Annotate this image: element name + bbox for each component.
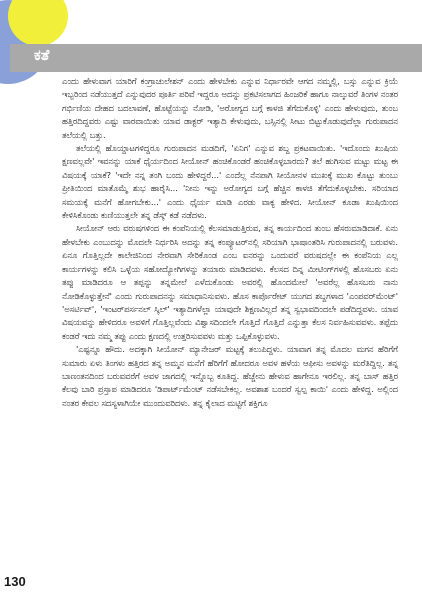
paragraph-1: ಎಂದು ಹೇಳುವಾಗ ಯಾರಿಗೆ ಕಂಗ್ರಾಚುಲೇಶನ್ ಎಂದು ಹೇಳಬೇಕು ಎನ್ನುವ ನಿರ್ಧಾರವೇ ಆಗದ ನಮ್ಮಲ್ಲಿ, ಬಸ್ಸು ಎನ್ನುವ ಕ್ರಿಯೆ ಇಬ್ಬರಿಂದ ನಡೆಯುತ್ತದೆ ಎನ್ನುವುದರ ಪೂರ್ತಿ ಪರಿವೆ ಇದ್ದರೂ ಅದನ್ನು ಪ್ರಕಟಿಸಲಾಗದ ಹಿಂಜರಿಕೆ ಹಾಗೂ ನಾಲ್ಕುವರೆ ತಿಂಗಳ ನಂತರ ಗರ್ಭಿಣಿಯ ದೇಹದ ಬದಲಾವಣೆ, ಹೊಟ್ಟೆಯನ್ನು ನೋಡಿ, 'ಅರೋಗ್ಯದ ಬಗ್ಗೆ ಕಾಳಜಿ ತೆಗೆದುಕೊಳ್ಳಿ' ಎಂದು ಹೇಳುವುದು, ತುಂಬ ಹತ್ತಿರದಿದ್ದವರು ಎಷ್ಟು ವಾರವಾಯಿತು ಯಾವ ಡಾಕ್ಟರ್ ಇತ್ಯಾದಿ ಕೇಳುವುದು, ಬಸ್ಸಿನಲ್ಲಿ ಸೀಟು ಬಿಟ್ಟುಕೊಡುವುದೆಲ್ಲಾ ಗುರುಪಾದನ ತಲೆಯಲ್ಲಿ ಬತ್ತು. [62,76,398,140]
paragraph-3: ಸೀಯೋನ್ ಆರು ವರುಷಗಳಿಂದ ಈ ಕಂಪೆನಿಯಲ್ಲಿ ಕೆಲಸಮಾಡುತ್ತಿರುವ, ತನ್ನ ಕಾರ್ಯದಿಂದ ತುಂಬ ಹೆಸರುಮಾಡಿದಾಕೆ. ಏನು ಹೇಳಬೇಕು ಎಂಬುದನ್ನು ಮೊದಲೇ ನಿರ್ಧರಿಸಿ ಅದನ್ನು ತನ್ನ ಕಂಪ್ಯೂಟರ್‌ನಲ್ಲಿ ಸರಿಯಾಗಿ ಭಾಷಾಂತರಿಸಿ ಗುರುಪಾದನಲ್ಲಿ ಬರುವಳು. ಏನೂ ಗೊತ್ತಿಲ್ಲದೇ ಕಾಲೇಜಿನಿಂದ ನೇರವಾಗಿ ಸೇರಿಕೊಂಡ ಎಂಬ ಐನರನ್ನು ಒಂದುವರೆ ವರುಷದಲ್ಲೇ ಈ ಕಂಪೆನಿಯ ಎಲ್ಲ ಕಾರ್ಯಗಳನ್ನು ಕಲಿಸಿ ಒಳ್ಳೆಯ ಸಹೋದ್ಯೋಗಿಗಳನ್ನು ತಯಾರು ಮಾಡಿದವಳು. ಕೆಲಸದ ದಿನ್ನ ಮೀಟಿಂಗ್‌ಗಳಲ್ಲಿ ಹೊಸಬರು ಏನು ತಪ್ಪು ಮಾಡಿದರೂ ಆ ತಪ್ಪನ್ನು ತನ್ನಮೇಲೆ ಎಳೆದುಕೊಂಡು ಅವರಲ್ಲಿ ಹೊಂದಮೇಲೆ 'ಅವರೆಲ್ಲ ಹೊಸಬರು ನಾನು ನೋಡಿಕೊಳ್ಳುತ್ತೇನೆ' ಎಂದು ಗುರುಪಾದನನ್ನು ಸಮಾಧಾನಿಸುವಳು. ಹೊಸ ಕಾರ್ಪೊರೇಟ್ ಯುಗದ ಶಬ್ದಗಳಾದ 'ಎಂಪವರ್‌ಮೆಂಟ್' 'ಅಸರ್ಟಿವ್', 'ಇಂಟರ್‌ಪರ್ಸನಲ್ ಸ್ಕಿಲ್' ಇತ್ಯಾದಿಗಳೆಲ್ಲಾ ಯಾವುದೇ ಶಿಕ್ಷಣವಿಲ್ಲದೆ ತನ್ನ ಸ್ವಭಾವದಿಂದಲೇ ಪಡೆದಿದ್ದವಳು. ಯಾವ ವಿಷಯವನ್ನು ಹೇಳಿದರೂ ಅವಳಿಗೆ ಗೊತ್ತಿಲ್ಲವೆಂದು ವಿಶ್ವಾಸದಿಂದಲೇ ಗೊತ್ತಿದೆ ಗೊತ್ತಿದೆ ಎನ್ನುತ್ತಾ ಕೆಲಸ ನಿರ್ವಹಿಸುವವಳು. ತಪ್ಪೆದು ಕಂಡರೆ ಇದು ನಮ್ಮ ತಪ್ಪು ಎಂದು ಕ್ಷಣದಲ್ಲಿ ಉತ್ತರಿಸುವವಳು ಮತ್ತು ಒಪ್ಪಿಕೊಳ್ಳುವಳು. [62,223,398,341]
article-body [62,75,398,410]
paragraph-2: ತಲೆಯಲ್ಲಿ ಹೊಯ್ದಾಟಗಳಿದ್ದರೂ ಗುರುಪಾದನ ಮಡದಿಗೆ, 'ಏನಿಗ' ಎನ್ನುವ ಶಬ್ದ ಪ್ರಕಟವಾಯಿತು. 'ಇದೊಂದು ಖುಷಿಯ ಕ್ಷಣವಲ್ಲವೇ' ಇವನನ್ನು ಯಾಕೆ ಧೈರ್ಯದಿಂದ ಸೀಯೋನ್ ಹಂಚಿಕೊಂಡರೆ ಹಂಚಿಕೊಳ್ಳಬಾರದು? ತಲೆ ಹುಗಿಸುವ ಮಟ್ಟು ಮಟ್ಟ ಈ ವಿಷಯಕ್ಕೆ ಯಾಕೆ? 'ಇದೇ ನನ್ನ ತಂಗಿ ಬಂದು ಹೇಳಿದ್ದರೆ...' ಎಂದೆಲ್ಲ ನೆನಪಾಗಿ ಸೀಯೋನಳ ಮುಖಕ್ಕೆ ಮುಖ ಕೊಟ್ಟು ತುಂಬು ಪ್ರೀತಿಯಿಂದ ಮಾತೊಮ್ಮೆ ಶುಭ ಹಾರೈಸಿ... 'ನೀನು ಇನ್ನು ಅರೋಗ್ಯದ ಬಗ್ಗೆ ಹೆಚ್ಚಿನ ಕಾಳಜಿ ತೆಗೆದುಕೊಳ್ಳಬೇಕು. ಸರಿಯಾದ ಸಮಯಕ್ಕೆ ಮನೆಗೆ ಹೋಗಬೇಕು...' ಎಂದು ಧೈರ್ಯ ಮಾಡಿ ಎರಡು ವಾಕ್ಯ ಹೇಳಿದ. ಸೀಯೋನ್ ಕೂಡಾ ಖುಷಿಯಿಂದ ಕೇಳಿಸಿಕೊಂಡು ಕುಣಿಯುತ್ತಲೇ ತನ್ನ ಡೆಸ್ಕ್ ಕಡೆ ನಡೆದಳು. [62,143,398,221]
section-label: ಕತೆ [34,46,50,64]
section-header-band [10,44,422,72]
page-number: 130 [4,574,26,589]
paragraph-4: 'ಎಷ್ಟನ್ನೂ ಹೌದು. ಅದಕ್ಕಾಗಿ ಸೀಯೋನ್ ಮ್ಯಾನೇಜರ್ ಮಟ್ಟಕ್ಕೆ ತಲುಪಿದ್ದಳು. ಯಾವಾಗ ತನ್ನ ಮೊದಲ ಮಗನ ಹೆರಿಗೆಗೆ ಸುಮಾರು ಏಳು ತಿಂಗಳು ಹತ್ತಿರದ ತನ್ನ ಅಮ್ಮನ ಮನೆಗೆ ಹೆರಿಗೆಗೆ ಹೋದರೂ ಅವಳ ಹಳೆಯ ಆಫೀಸು ಅವಳನ್ನು ಮರೆತಿದ್ದಿಲ್ಲ. ತನ್ನ ಬಾಣಂತನದಿಂದ ಬರುವವರೆಗೆ ಅವಳ ಜಾಗದಲ್ಲಿ ಇನ್ನೊಬ್ಬ ಕೂತಿದ್ದ. ಹೆಚ್ಚೇನು ಹೇಳುವ ಹಾಗೇನೂ ಇರಲಿಲ್ಲ. ತನ್ನ ಬಾಸ್ ಹತ್ತಿರ ಕೆಲವು ಬಾರಿ ಪ್ರಸ್ತಾಪ ಮಾಡಿದರೂ 'ಡಿಪಾರ್ಟ್‌ಮೆಂಟ್ ನಡೆಸಬೇಕಲ್ಲ. ಅವಶಾಶ ಬಂದರೆ ಸ್ವಲ್ಪ ಕಾಯಿ' ಎಂದು ಹೇಳಿದ್ದ. ಅಲ್ಲಿಂದ ನಂತರ ಕೇವಲ ಸದಸ್ಯಳಾಗಿಯೇ ಮುಂದುವರಿದಳು. ತನ್ನ ಕೈಲಾದ ಮಟ್ಟಿಗೆ ಶಕ್ತಿಗೂ [62,344,398,408]
